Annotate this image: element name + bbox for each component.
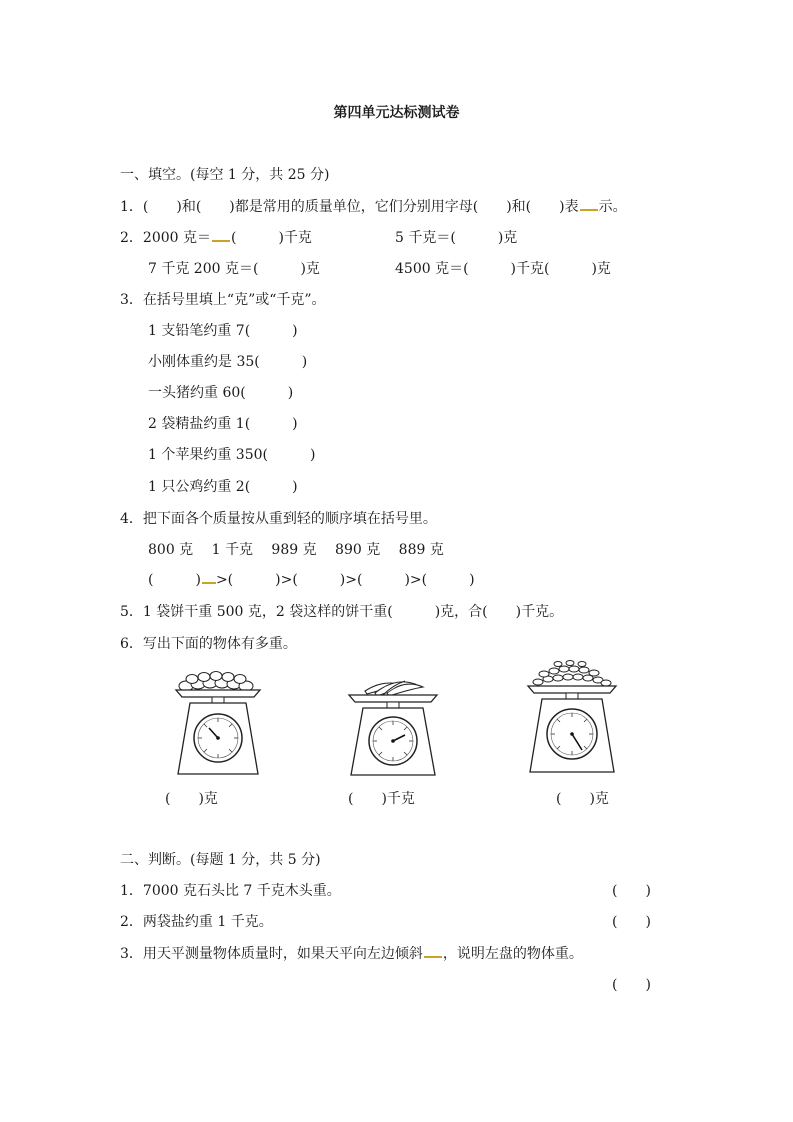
judge-item-2: 2．两袋盐约重 1 千克。 [120,914,273,930]
scale-bananas-icon [343,675,443,779]
question-1-tail: 示。 [598,199,627,215]
question-2b-text: 5 千克＝( )克 [395,230,518,246]
question-3-item: 小刚体重约是 35( ) [148,354,308,370]
question-5: 5．1 袋饼干重 500 克，2 袋这样的饼干重( )克，合( )千克。 [120,604,564,620]
question-3-item: 2 袋精盐约重 1( ) [148,416,298,432]
scale-caption-1: ( )克 [165,791,218,807]
scale-eggs-icon [168,670,268,778]
question-3-heading: 3．在括号里填上“克”或“千克”。 [120,292,326,308]
answer-underline [212,229,230,242]
question-2d-text: 4500 克＝( )千克( )克 [395,261,611,277]
question-4-order [148,570,475,590]
question-3-item: 1 个苹果约重 350( ) [148,447,316,463]
question-1-text: 1．( )和( )都是常用的质量单位，它们分别用字母( )和( )表 [120,199,579,215]
question-2c-text: 7 千克 200 克＝( )克 [148,261,320,277]
judge-paren-1: ( ) [612,883,651,899]
question-3-item: 1 只公鸡约重 2( ) [148,479,298,495]
section1-heading: 一、填空。(每空 1 分，共 25 分) [120,167,330,183]
order-blank-first: ( ) [148,572,201,588]
question-2a-text: 2．2000 克＝ [120,230,211,246]
answer-underline [202,571,216,584]
judge-item-3 [120,944,583,964]
question-4-heading: 4．把下面各个质量按从重到轻的顺序填在括号里。 [120,511,437,527]
question-3-item: 1 支铅笔约重 7( ) [148,323,298,339]
question-6-heading: 6．写出下面的物体有多重。 [120,636,297,652]
answer-underline [424,945,442,958]
scale-peanuts-icon [522,660,622,776]
judge-item-1: 1．7000 克石头比 7 千克木头重。 [120,883,341,899]
question-2-line-1 [120,228,312,248]
judge-item-3-text: 3．用天平测量物体质量时，如果天平向左边倾斜 [120,946,423,962]
answer-underline [580,198,598,211]
judge-paren-3: ( ) [612,977,651,993]
question-4-masses: 800 克 1 千克 989 克 890 克 889 克 [148,542,444,558]
question-1 [120,197,627,217]
question-2a-blank: ( )千克 [231,230,312,246]
scale-caption-2: ( )千克 [348,791,415,807]
question-3-item: 一头猪约重 60( ) [148,385,294,401]
judge-paren-2: ( ) [612,914,651,930]
judge-item-3-tail: ，说明左盘的物体重。 [442,946,583,962]
section2-heading: 二、判断。(每题 1 分，共 5 分) [120,852,321,868]
order-blanks-rest: >( )>( )>( )>( ) [215,572,475,588]
scale-caption-3: ( )克 [556,791,609,807]
page-title: 第四单元达标测试卷 [333,105,460,121]
